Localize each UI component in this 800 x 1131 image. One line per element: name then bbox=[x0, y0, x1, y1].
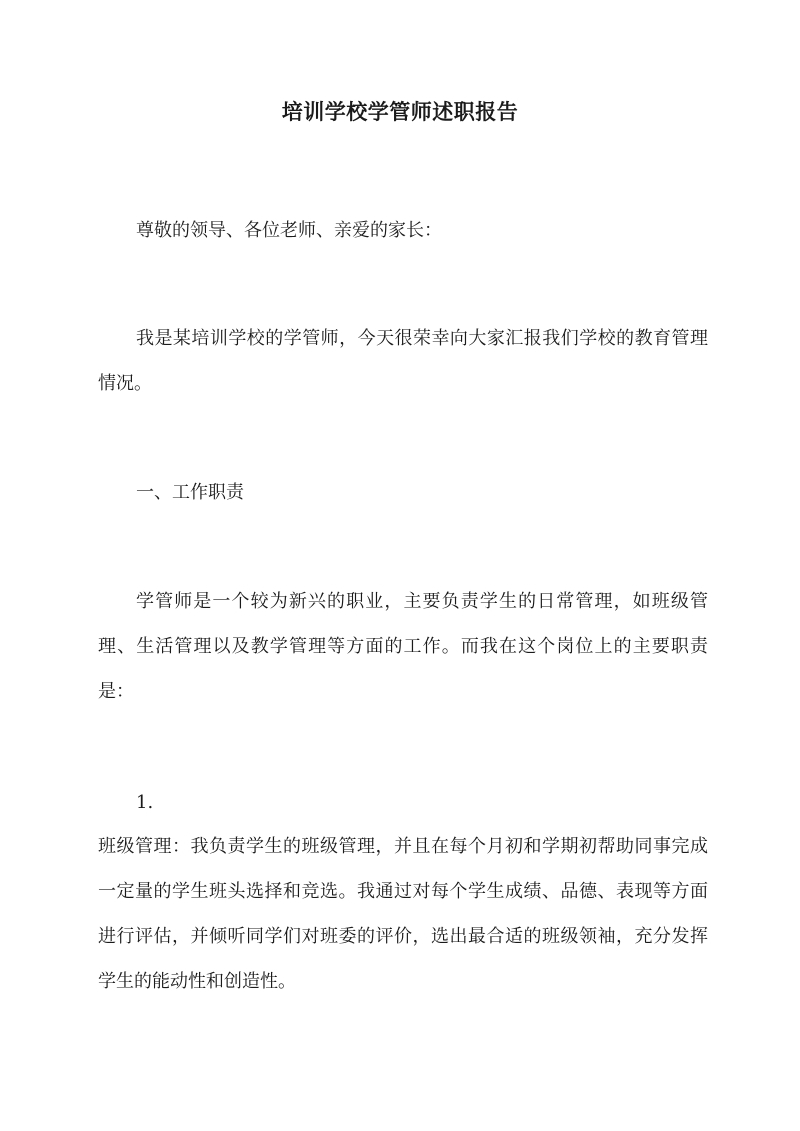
list-item-text: 班级管理：我负责学生的班级管理，并且在每个月初和学期初帮助同事完成一定量的学生班头选择和竞选。我通过对每个学生成绩、品德、表现等方面进行评估，并倾听同学们对班委的评价，选出最合适的班级领袖，充分发挥学生的能动性和创造性。 bbox=[98, 836, 708, 992]
intro-paragraph: 我是某培训学校的学管师，今天很荣幸向大家汇报我们学校的教育管理情况。 bbox=[98, 328, 708, 394]
section-heading-duties: 一、工作职责 bbox=[136, 482, 244, 503]
document-title: 培训学校学管师述职报告 bbox=[281, 99, 519, 124]
list-item-number: 1. bbox=[136, 792, 154, 813]
greeting-paragraph: 尊敬的领导、各位老师、亲爱的家长： bbox=[136, 220, 442, 241]
duty-paragraph: 学管师是一个较为新兴的职业，主要负责学生的日常管理，如班级管理、生活管理以及教学管理等方面的工作。而我在这个岗位上的主要职责是： bbox=[98, 591, 708, 702]
